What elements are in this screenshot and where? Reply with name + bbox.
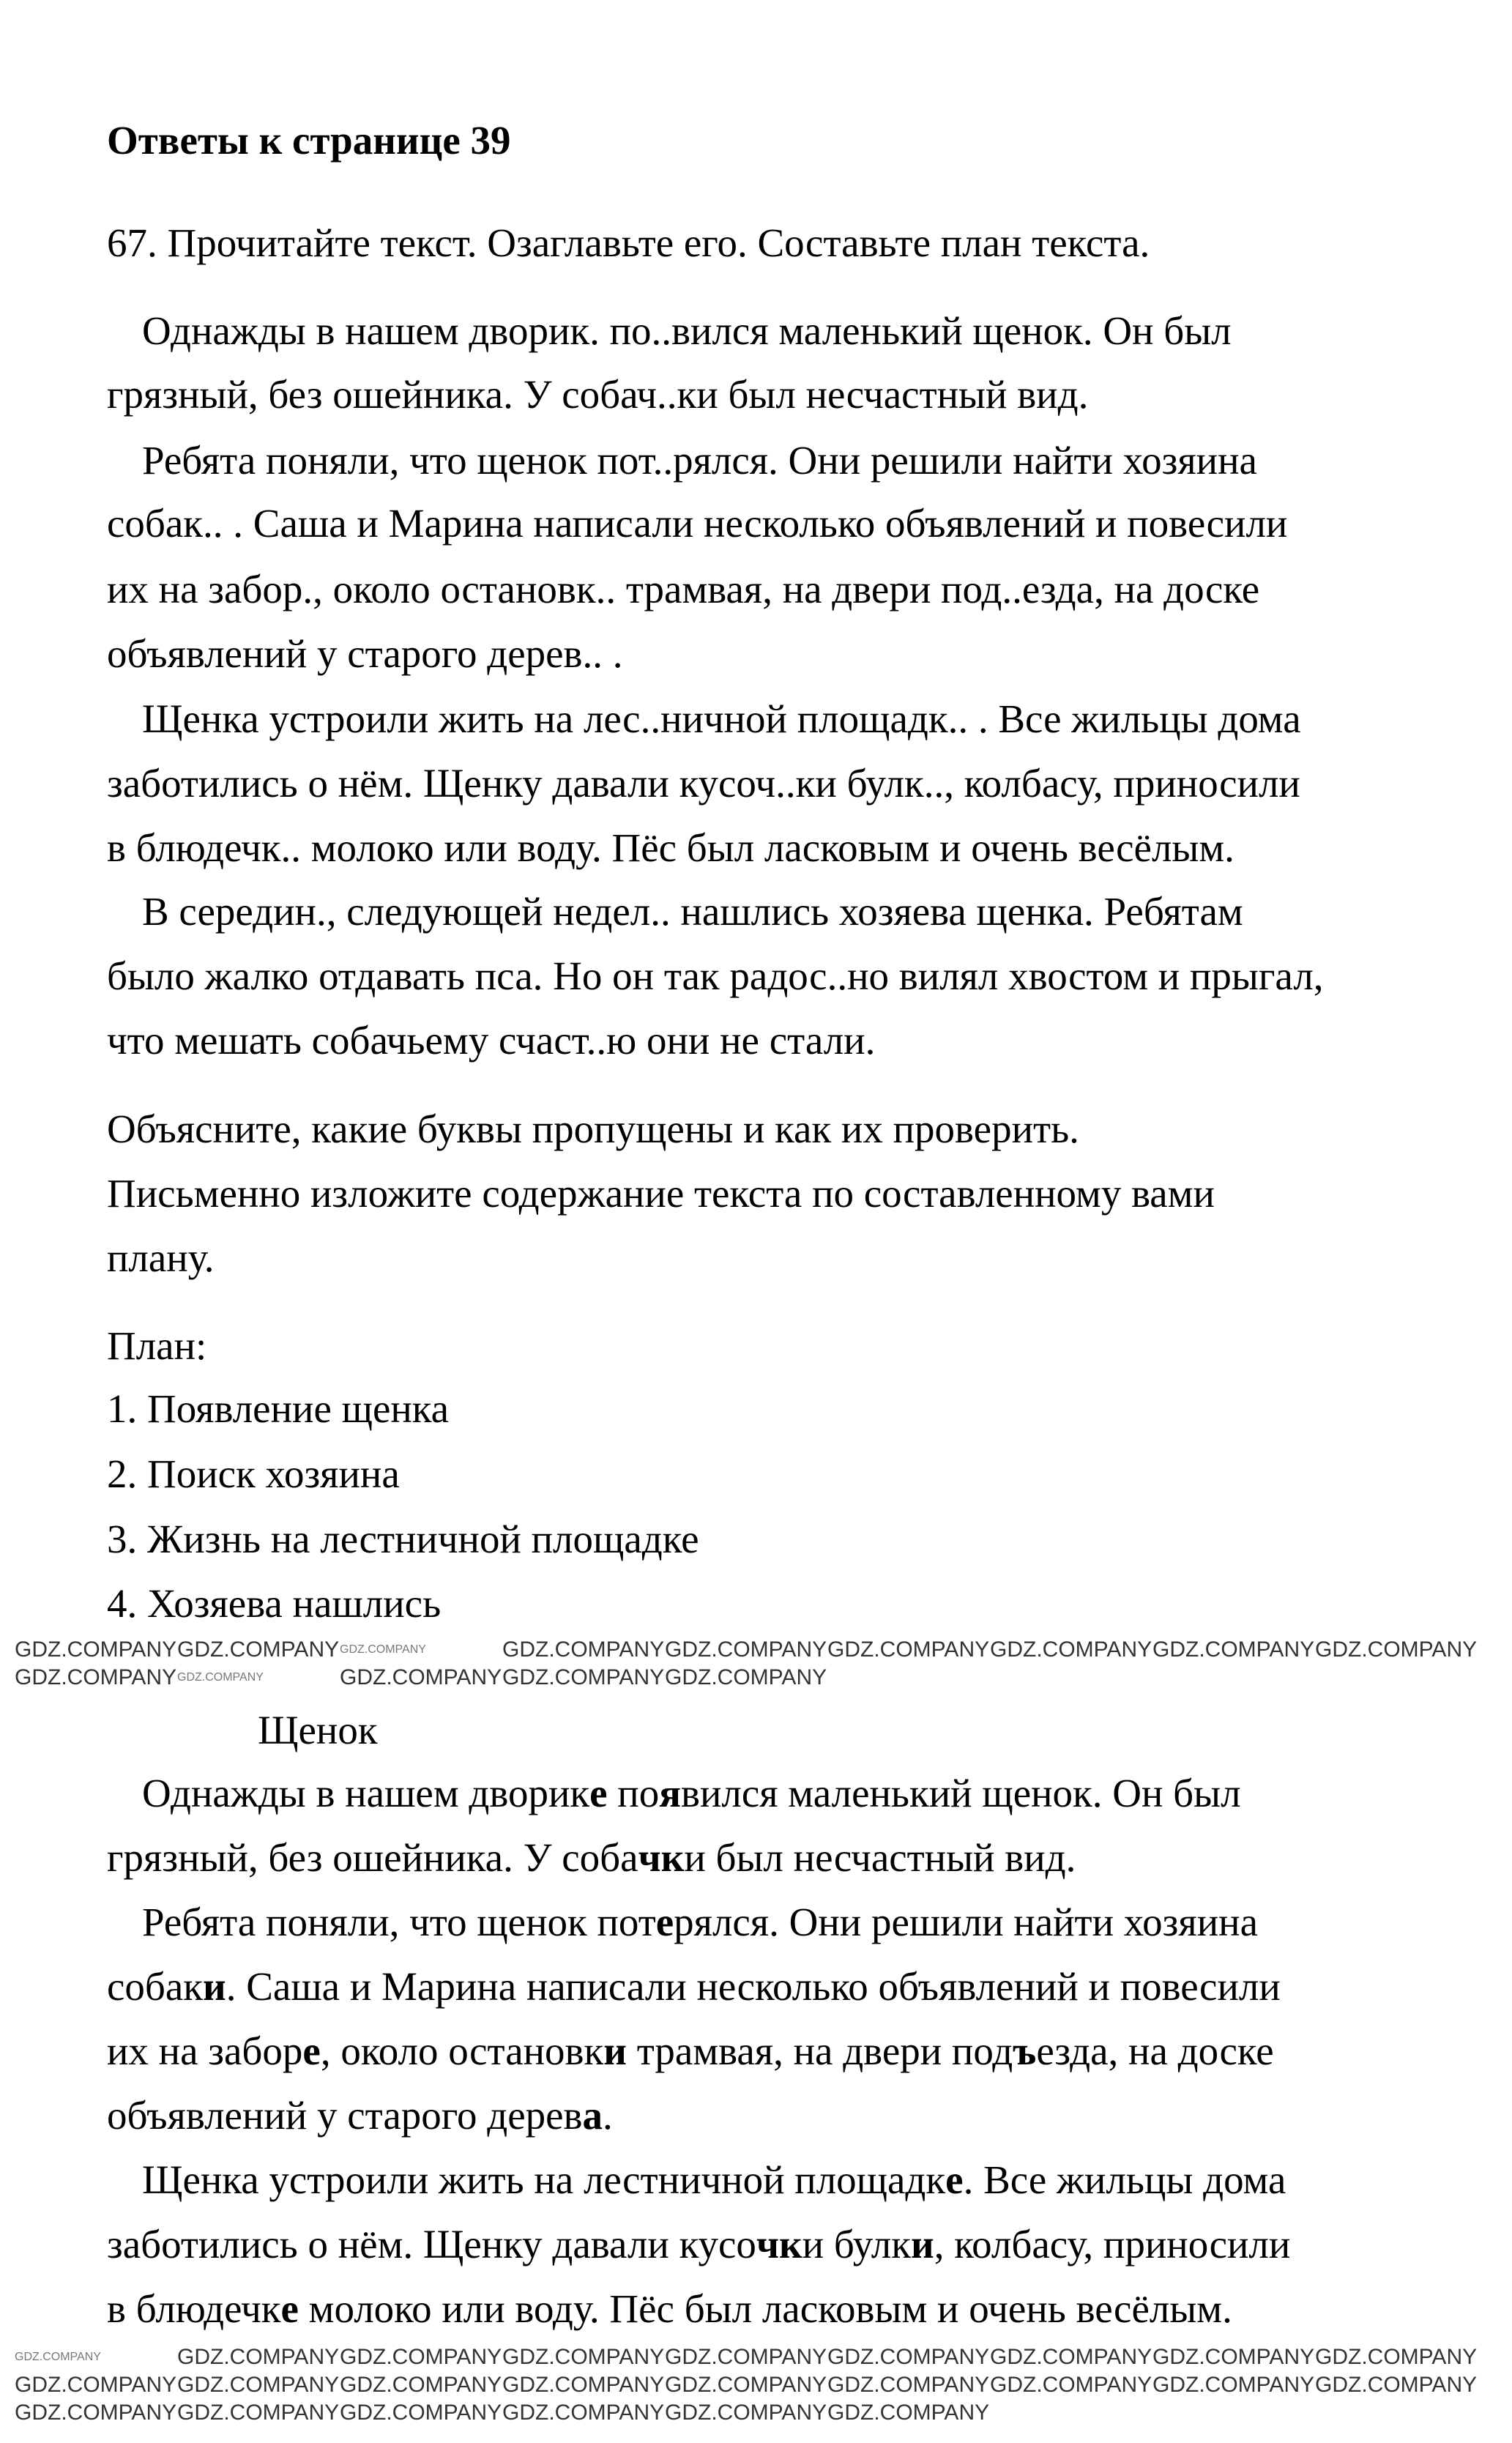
watermark: GDZ.COMPANY: [1152, 2345, 1315, 2369]
watermark: GDZ.COMPANY: [1315, 1637, 1478, 1662]
watermark: GDZ.COMPANY: [177, 2345, 340, 2369]
watermark: GDZ.COMPANY: [1152, 1637, 1315, 1662]
watermark: GDZ.COMPANY: [990, 2373, 1152, 2397]
watermark: GDZ.COMPANY: [502, 2345, 665, 2369]
watermark: GDZ.COMPANY: [1315, 2373, 1478, 2397]
text-segment: Ребята поняли, что щенок пот: [142, 1900, 656, 1944]
text-segment: собак: [107, 1964, 204, 2009]
plan-label: План:: [107, 1323, 207, 1368]
exercise-line: их на забор., около остановк.. трамвая, на двери под..езда, на доске: [107, 567, 1260, 611]
watermark: GDZ.COMPANY: [502, 2401, 665, 2425]
exercise-line: Однажды в нашем дворик. по..вился маленький щенок. Он был: [142, 308, 1232, 353]
inserted-letter: чк: [756, 2222, 802, 2267]
exercise-line: собак.. . Саша и Марина написали несколько объявлений и повесили: [107, 501, 1288, 546]
text-segment: в блюдечк: [107, 2286, 281, 2331]
text-segment: . Саша и Марина написали несколько объявлений и повесили: [226, 1964, 1281, 2009]
watermark: GDZ.COMPANY: [665, 2401, 827, 2425]
watermark: GDZ.COMPANY: [827, 1637, 990, 1662]
text-segment: объявлений у старого дерев: [107, 2093, 583, 2138]
text-segment: молоко или воду. Пёс был ласковым и очень весёлым.: [298, 2286, 1232, 2331]
watermark: GDZ.COMPANY: [15, 2401, 177, 2425]
watermark: GDZ.COMPANY: [340, 2401, 502, 2425]
answer-line: [107, 1963, 1281, 2010]
watermark: GDZ.COMPANY: [15, 2373, 177, 2397]
watermark-band: [0, 2343, 1512, 2439]
watermark: GDZ.COMPANY: [502, 2373, 665, 2397]
inserted-letter: е: [302, 2029, 321, 2073]
answer-line: [142, 1770, 1241, 1817]
watermark: GDZ.COMPANY: [15, 2351, 101, 2363]
plan-item: 2. Поиск хозяина: [107, 1451, 400, 1496]
inserted-letter: я: [659, 1771, 681, 1815]
watermark: GDZ.COMPANY: [502, 1637, 665, 1662]
exercise-line: заботились о нём. Щенку давали кусоч..ки булк.., колбасу, приносили: [107, 761, 1300, 806]
exercise-line: Ребята поняли, что щенок пот..рялся. Они решили найти хозяина: [142, 438, 1257, 483]
text-segment: Однажды в нашем дворик: [142, 1771, 590, 1815]
exercise-line: В середин., следующей недел.. нашлись хозяева щенка. Ребятам: [142, 889, 1243, 934]
text-segment: заботились о нём. Щенку давали кусо: [107, 2222, 756, 2267]
inserted-letter: е: [945, 2157, 964, 2202]
watermark: GDZ.COMPANY: [177, 2373, 340, 2397]
text-segment: по: [607, 1771, 660, 1815]
exercise-line: Щенка устроили жить на лес..ничной площадк.. . Все жильцы дома: [142, 696, 1301, 741]
watermark: GDZ.COMPANY: [990, 1637, 1152, 1662]
answer-line: [107, 2092, 613, 2139]
instruction-line: Объясните, какие буквы пропущены и как их проверить.: [107, 1107, 1079, 1151]
text-segment: трамвая, на двери под: [626, 2029, 1013, 2073]
answer-line: [107, 1834, 1076, 1881]
text-segment: езда, на доске: [1036, 2029, 1274, 2073]
watermark: GDZ.COMPANY: [1152, 2373, 1315, 2397]
text-segment: , колбасу, приносили: [934, 2222, 1291, 2267]
exercise-line: в блюдечк.. молоко или воду. Пёс был ласковым и очень весёлым.: [107, 825, 1234, 870]
watermark: GDZ.COMPANY: [177, 1671, 264, 1684]
watermark: GDZ.COMPANY: [340, 1665, 502, 1689]
watermark: GDZ.COMPANY: [340, 2373, 502, 2397]
inserted-letter: е: [589, 1771, 608, 1815]
text-segment: грязный, без ошейника. У соба: [107, 1835, 638, 1880]
inserted-letter: е: [280, 2286, 299, 2331]
answer-line: [142, 1899, 1258, 1946]
watermark: GDZ.COMPANY: [665, 2345, 827, 2369]
watermark: GDZ.COMPANY: [827, 2345, 990, 2369]
inserted-letter: е: [655, 1900, 674, 1944]
exercise-line: грязный, без ошейника. У собач..ки был несчастный вид.: [107, 372, 1089, 417]
answer-title: Щенок: [258, 1708, 378, 1752]
instruction-line: плану.: [107, 1235, 215, 1280]
task-heading: 67. Прочитайте текст. Озаглавьте его. Составьте план текста.: [107, 220, 1150, 265]
watermark: GDZ.COMPANY: [15, 1637, 177, 1662]
text-segment: , около остановк: [320, 2029, 604, 2073]
watermark: GDZ.COMPANY: [827, 2373, 990, 2397]
text-segment: рялся. Они решили найти хозяина: [674, 1900, 1258, 1944]
text-segment: вился маленький щенок. Он был: [681, 1771, 1241, 1815]
watermark: GDZ.COMPANY: [177, 2401, 340, 2425]
watermark: GDZ.COMPANY: [340, 1643, 426, 1656]
exercise-line: объявлений у старого дерев.. .: [107, 631, 623, 676]
watermark: GDZ.COMPANY: [177, 1637, 340, 1662]
watermark: GDZ.COMPANY: [340, 2345, 502, 2369]
watermark: GDZ.COMPANY: [665, 2373, 827, 2397]
watermark: GDZ.COMPANY: [990, 2345, 1152, 2369]
answer-line: [107, 2028, 1274, 2075]
plan-item: 4. Хозяева нашлись: [107, 1581, 442, 1626]
instruction-line: Письменно изложите содержание текста по составленному вами: [107, 1171, 1215, 1216]
inserted-letter: и: [603, 2029, 627, 2073]
text-segment: Щенка устроили жить на лестничной площадк: [142, 2157, 946, 2202]
text-segment: и был несчастный вид.: [684, 1835, 1076, 1880]
watermark: GDZ.COMPANY: [15, 1665, 177, 1689]
answer-line: [107, 2286, 1232, 2332]
exercise-line: что мешать собачьему счаст..ю они не стали.: [107, 1018, 876, 1063]
watermark: GDZ.COMPANY: [502, 1665, 665, 1689]
plan-item: 3. Жизнь на лестничной площадке: [107, 1517, 699, 1561]
watermark: GDZ.COMPANY: [665, 1665, 827, 1689]
watermark: GDZ.COMPANY: [827, 2401, 990, 2425]
text-segment: .: [603, 2093, 613, 2138]
exercise-line: было жалко отдавать пса. Но он так радос..но вилял хвостом и прыгал,: [107, 953, 1324, 998]
answer-line: [142, 2157, 1286, 2204]
text-segment: . Все жильцы дома: [963, 2157, 1286, 2202]
inserted-letter: а: [582, 2093, 603, 2138]
inserted-letter: ъ: [1013, 2029, 1037, 2073]
watermark: GDZ.COMPANY: [665, 1637, 827, 1662]
answer-line: [107, 2221, 1290, 2268]
text-segment: и булк: [802, 2222, 911, 2267]
watermark-band: [0, 1636, 1512, 1698]
text-segment: их на забор: [107, 2029, 303, 2073]
inserted-letter: и: [910, 2222, 934, 2267]
page-title: Ответы к странице 39: [107, 118, 511, 163]
watermark: GDZ.COMPANY: [1315, 2345, 1478, 2369]
inserted-letter: и: [203, 1964, 226, 2009]
inserted-letter: чк: [638, 1835, 685, 1880]
plan-item: 1. Появление щенка: [107, 1386, 450, 1431]
